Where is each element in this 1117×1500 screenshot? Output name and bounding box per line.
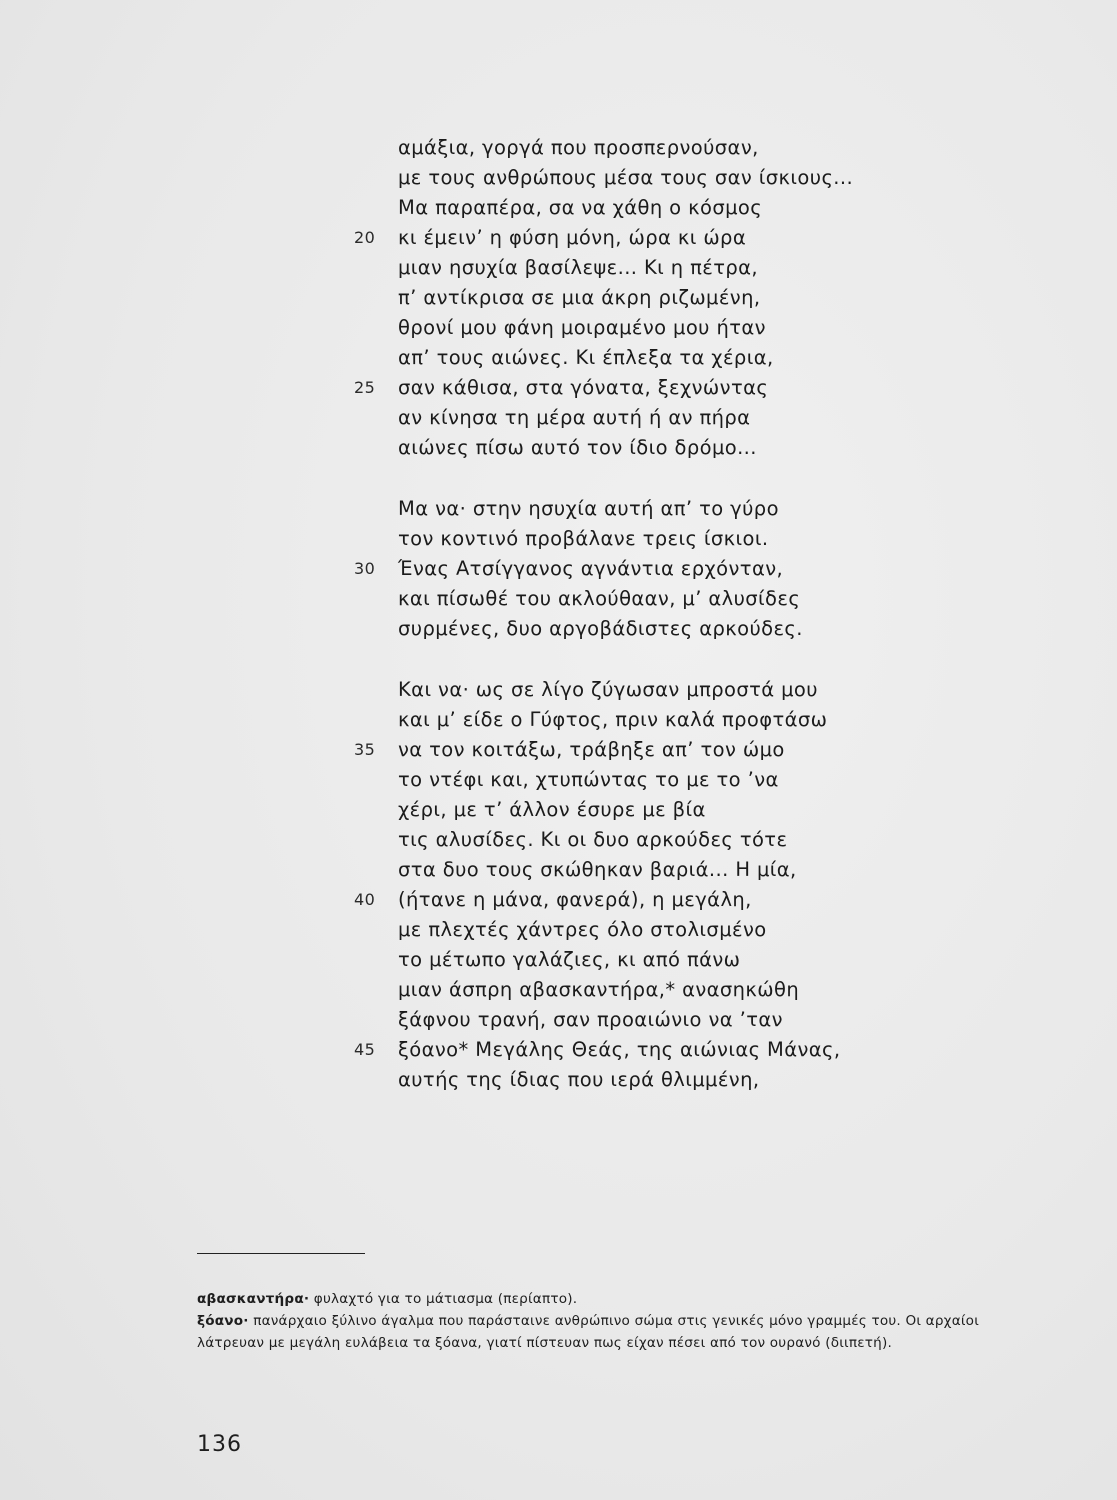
poem-line: [350, 1035, 910, 1065]
poem-line: [350, 343, 910, 373]
footnote: [197, 1310, 1047, 1354]
line-text: αιώνες πίσω αυτό τον ίδιο δρόμο...: [398, 436, 757, 459]
poem-line: [350, 975, 910, 1005]
line-number: 35: [354, 740, 376, 759]
poem-line: [350, 494, 910, 524]
line-text: το ντέφι και, χτυπώντας το με το ’να: [398, 768, 779, 791]
line-text: ξόανο* Μεγάλης Θεάς, της αιώνιας Μάνας,: [398, 1038, 841, 1061]
line-text: με πλεχτές χάντρες όλο στολισμένο: [398, 918, 767, 941]
line-text: θρονί μου φάνη μοιραμένο μου ήταν: [398, 316, 766, 339]
footnote: [197, 1288, 1047, 1310]
footnotes: [197, 1288, 1047, 1354]
poem-stanza: [350, 133, 910, 463]
line-number: 40: [354, 890, 376, 909]
poem-line: [350, 163, 910, 193]
poem-line: [350, 433, 910, 463]
poem-line: [350, 675, 910, 705]
footnote-divider: [197, 1253, 365, 1254]
line-text: μιαν ησυχία βασίλεψε... Κι η πέτρα,: [398, 256, 758, 279]
line-text: αν κίνησα τη μέρα αυτή ή αν πήρα: [398, 406, 751, 429]
line-text: συρμένες, δυο αργοβάδιστες αρκούδες.: [398, 617, 803, 640]
line-text: το μέτωπο γαλάζιες, κι από πάνω: [398, 948, 741, 971]
line-text: σαν κάθισα, στα γόνατα, ξεχνώντας: [398, 376, 769, 399]
line-text: και πίσωθέ του ακλούθααν, μ’ αλυσίδες: [398, 587, 801, 610]
poem-line: [350, 735, 910, 765]
poem-line: [350, 1125, 910, 1155]
line-text: π’ αντίκρισα σε μια άκρη ριζωμένη,: [398, 286, 761, 309]
line-text: κι έμειν’ η φύση μόνη, ώρα κι ώρα: [398, 226, 747, 249]
line-text: στα δυο τους σκώθηκαν βαριά... Η μία,: [398, 858, 797, 881]
line-text: ξάφνου τρανή, σαν προαιώνιο να ’ταν: [398, 1008, 783, 1031]
poem-line: [350, 855, 910, 885]
poem-line: [350, 614, 910, 644]
footnote-text: πανάρχαιο ξύλινο άγαλμα που παράσταινε ανθρώπινο σώμα στις γενικές μόνο γραμμές του. Οι αρχαίοι λάτρευαν με μεγάλη ευλάβεια τα ξόανα, γιατί πίστευαν πως είχαν πέσει από τον ουρανό (διιπετή).: [197, 1313, 979, 1351]
poem-line: [350, 1065, 910, 1095]
line-number: 25: [354, 378, 376, 397]
poem-line: [350, 945, 910, 975]
line-text: τον κοντινό προβάλανε τρεις ίσκιοι.: [398, 527, 769, 550]
poem-line: [350, 705, 910, 735]
poem-line: [350, 795, 910, 825]
poem-line: [350, 133, 910, 163]
footnote-term: ξόανο·: [197, 1313, 249, 1329]
line-number: 45: [354, 1040, 376, 1059]
poem-stanza: [350, 494, 910, 644]
line-text: αυτής της ίδιας που ιερά θλιμμένη,: [398, 1068, 760, 1091]
poem-line: [350, 313, 910, 343]
line-text: Μα παραπέρα, σα να χάθη ο κόσμος: [398, 196, 763, 219]
poem-stanza: [350, 675, 910, 1155]
line-text: τις αλυσίδες. Κι οι δυο αρκούδες τότε: [398, 828, 788, 851]
poem-line: [350, 885, 910, 915]
line-number: 20: [354, 228, 376, 247]
poem-line: [350, 1095, 910, 1125]
poem-line: [350, 373, 910, 403]
line-text: απ’ τους αιώνες. Κι έπλεξα τα χέρια,: [398, 346, 774, 369]
line-text: (ήτανε η μάνα, φανερά), η μεγάλη,: [398, 888, 752, 911]
poem-line: [350, 223, 910, 253]
footnote-text: φυλαχτό για το μάτιασμα (περίαπτο).: [309, 1291, 578, 1307]
poem-line: [350, 193, 910, 223]
line-text: Και να· ως σε λίγο ζύγωσαν μπροστά μου: [398, 678, 818, 701]
line-text: χέρι, με τ’ άλλον έσυρε με βία: [398, 798, 706, 821]
poem-text: [350, 133, 910, 1155]
poem-line: [350, 915, 910, 945]
poem-line: [350, 403, 910, 433]
line-text: Μα να· στην ησυχία αυτή απ’ το γύρο: [398, 497, 779, 520]
poem-line: [350, 825, 910, 855]
line-text: με τους ανθρώπους μέσα τους σαν ίσκιους...: [398, 166, 854, 189]
poem-line: [350, 253, 910, 283]
line-text: Ένας Ατσίγγανος αγνάντια ερχόνταν,: [398, 557, 784, 580]
poem-line: [350, 765, 910, 795]
line-text: αμάξια, γοργά που προσπερνούσαν,: [398, 136, 759, 159]
page-number: 136: [197, 1432, 242, 1457]
line-number: 30: [354, 559, 376, 578]
poem-line: [350, 554, 910, 584]
line-text: να τον κοιτάξω, τράβηξε απ’ τον ώμο: [398, 738, 785, 761]
poem-line: [350, 1005, 910, 1035]
poem-line: [350, 283, 910, 313]
line-text: και μ’ είδε ο Γύφτος, πριν καλά προφτάσω: [398, 708, 828, 731]
poem-line: [350, 584, 910, 614]
footnote-term: αβασκαντήρα·: [197, 1291, 310, 1307]
poem-line: [350, 524, 910, 554]
line-text: μιαν άσπρη αβασκαντήρα,* ανασηκώθη: [398, 978, 800, 1001]
